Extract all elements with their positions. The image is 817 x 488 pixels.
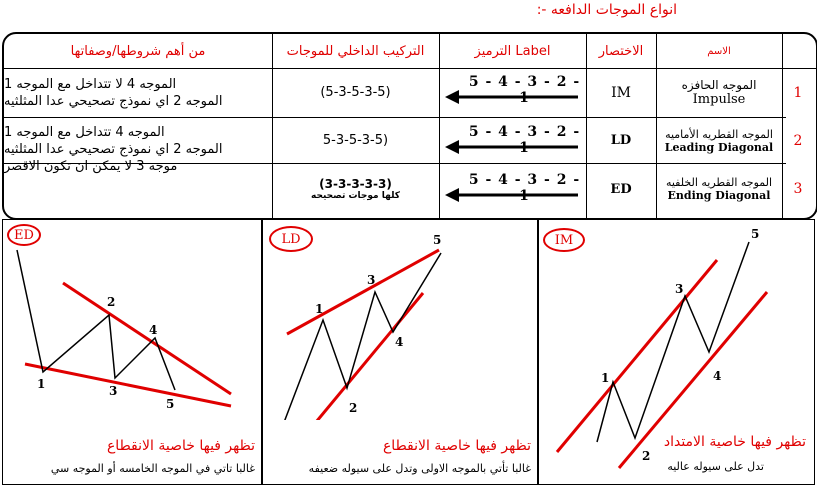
condition-text: موجه 3 لا يمكن ان تكون الاقصر — [4, 159, 178, 174]
ld-badge: LD — [269, 226, 313, 252]
point-label: 3 — [109, 384, 118, 398]
panel-property: تظهر فيها خاصية الانقطاع — [382, 438, 531, 454]
header-name: الاسم — [707, 45, 731, 57]
ed-diagram-panel — [2, 219, 262, 485]
im-diagram-panel — [538, 219, 815, 485]
row-label-cell — [439, 68, 586, 117]
point-label: 3 — [367, 273, 376, 287]
row-conditions — [4, 68, 272, 117]
point-label: 3 — [675, 282, 684, 296]
ed-badge: ED — [7, 224, 41, 246]
row-number: 2 — [793, 132, 803, 149]
header-structure: التركيب الداخلي للموجات — [286, 43, 425, 59]
row-label: 5 - 4 - 3 - 2 - 1 — [468, 124, 581, 156]
row-label-cell — [439, 118, 586, 163]
ed-wave-diagram — [3, 220, 261, 420]
im-badge: IM — [543, 228, 585, 252]
row-label: 5 - 4 - 3 - 2 - 1 — [468, 74, 581, 106]
lower-trendline — [25, 364, 231, 406]
row-conditions — [4, 118, 272, 218]
header-abbr: الاختصار — [598, 43, 644, 59]
page-title: انواع الموجات الدافعه -: — [536, 2, 677, 18]
header-conditions: من أهم شروطها/وصفاتها — [70, 43, 206, 59]
row-name — [656, 68, 782, 117]
condition-text: الموجه 4 لا تتداخل مع الموجه 1 — [4, 76, 177, 92]
wave-path — [17, 250, 175, 390]
wave-types-table — [2, 32, 817, 220]
row-structure: (5-3-5-3-5) — [320, 85, 391, 100]
point-label: 1 — [601, 371, 610, 385]
name-english: Impulse — [692, 92, 746, 107]
header-label: Label الترميز — [474, 43, 551, 59]
upper-trendline — [287, 250, 439, 334]
row-label: 5 - 4 - 3 - 2 - 1 — [468, 172, 581, 204]
point-label: 2 — [642, 449, 651, 463]
row-structure: (3-3-3-3-3) — [319, 177, 392, 191]
panel-property: تظهر فيها خاصية الامتداد — [663, 434, 806, 450]
panel-note: غالبا تاتي في الموجه الخامسه أو الموجه سي — [50, 462, 255, 475]
condition-text: الموجه 4 تتداخل مع الموجه 1 — [4, 125, 165, 140]
upper-trendline — [557, 260, 717, 452]
point-label: 5 — [751, 227, 760, 241]
structure-note: كلها موجات تصحيحه — [311, 191, 400, 201]
wave-path — [283, 253, 441, 420]
point-label: 2 — [107, 295, 116, 309]
condition-text: الموجه 2 اي نموذج تصحيحي عدا المثلثيه — [4, 142, 223, 157]
panel-note: تدل على سيوله عاليه — [667, 460, 764, 473]
condition-text: الموجه 2 اي نموذج تصحيحي عدا المثلثيه — [4, 93, 223, 109]
name-arabic: الموجه الحافزه — [681, 78, 757, 92]
panel-note: غالبا تأتي بالموجه الاولى وتدل على سيوله ضعيفه — [308, 462, 531, 475]
row-abbr: LD — [610, 133, 632, 148]
name-arabic: الموجه القطريه الخلفيه — [665, 176, 773, 189]
row-name — [656, 164, 782, 214]
row-abbr: ED — [610, 181, 632, 197]
row-label-cell — [439, 164, 586, 214]
point-label: 4 — [149, 323, 158, 337]
row-structure: 5-3-5-3-5) — [322, 133, 389, 148]
point-label: 5 — [433, 233, 442, 247]
name-english: Ending Diagonal — [667, 189, 771, 202]
row-structure-cell — [272, 164, 439, 214]
ld-diagram-panel — [262, 219, 538, 485]
point-label: 1 — [315, 302, 324, 316]
name-arabic: الموجه القطريه الأماميه — [665, 127, 773, 141]
row-abbr: IM — [611, 84, 631, 101]
name-english: Leading Diagonal — [664, 140, 774, 154]
point-label: 5 — [166, 397, 175, 411]
row-number: 3 — [793, 181, 803, 197]
point-label: 4 — [713, 369, 722, 383]
row-number: 1 — [793, 84, 803, 101]
panel-property: تظهر فيها خاصية الانقطاع — [106, 438, 255, 454]
point-label: 2 — [349, 401, 358, 415]
ld-wave-diagram — [263, 220, 537, 420]
point-label: 4 — [395, 335, 404, 349]
point-label: 1 — [37, 377, 46, 391]
row-name — [656, 118, 782, 163]
